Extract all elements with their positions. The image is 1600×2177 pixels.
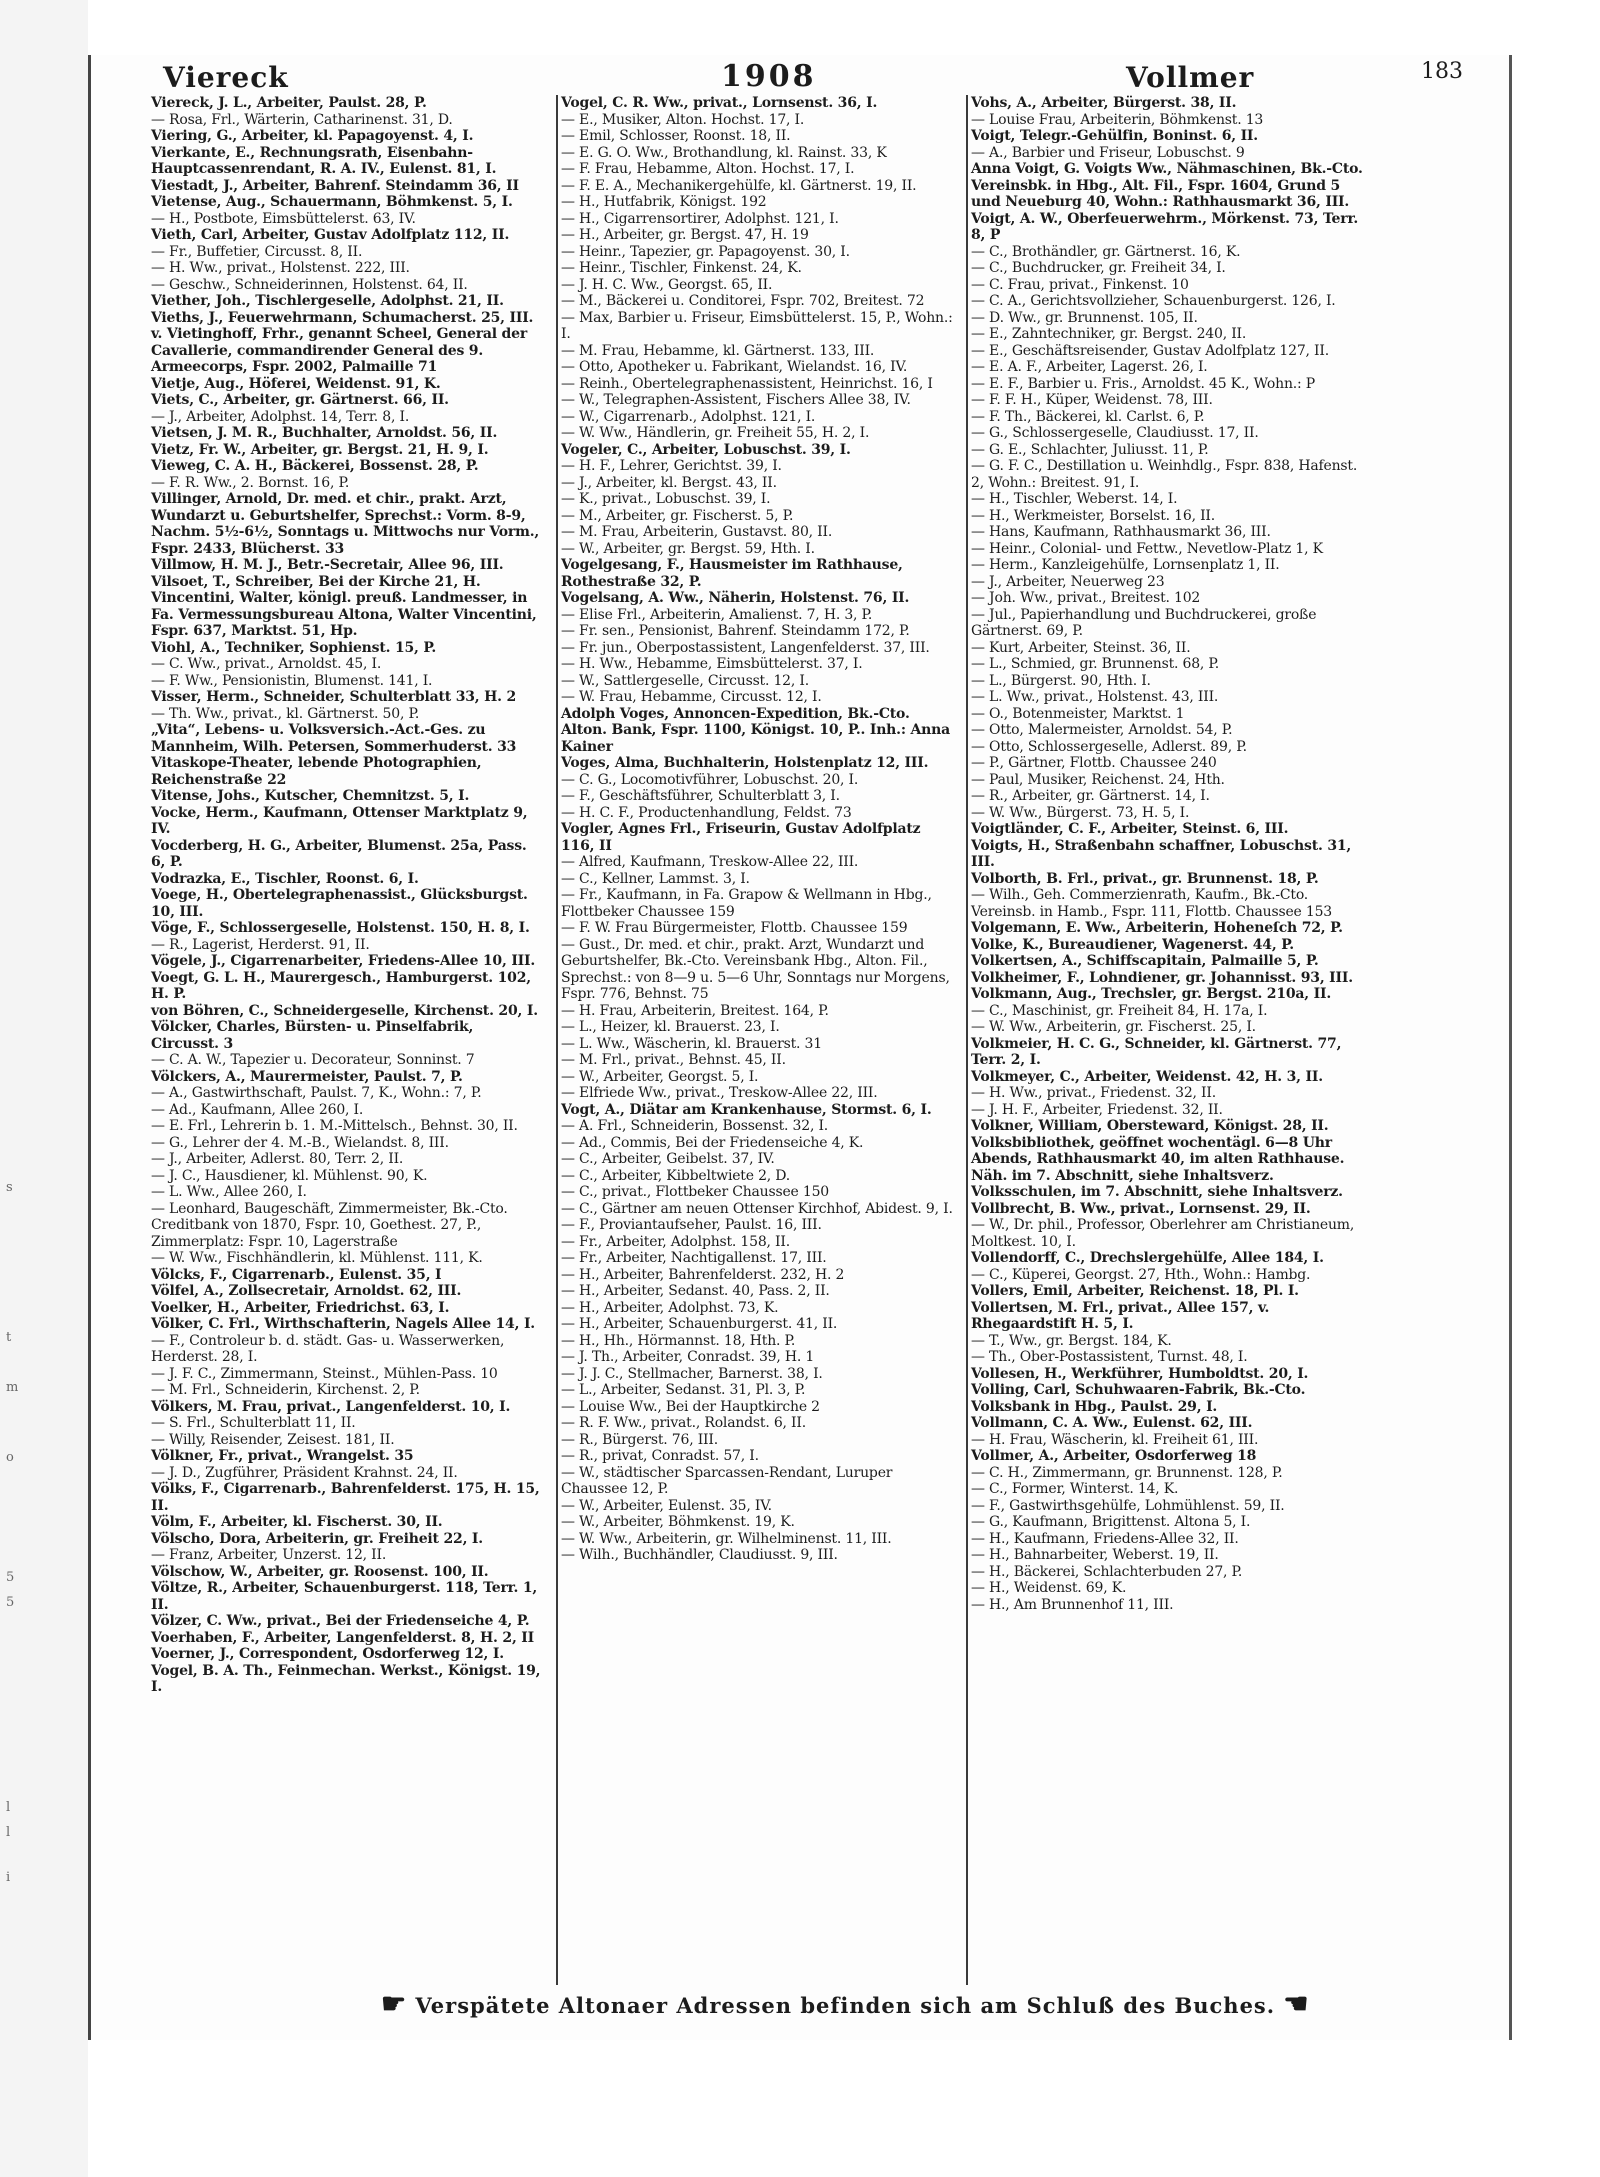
directory-entry: — Heinr., Tischler, Finkenst. 24, K. <box>561 260 802 276</box>
directory-entry: Vogel, C. R. Ww., privat., Lornsenst. 36, I. <box>561 95 878 111</box>
directory-entry: Vodrazka, E., Tischler, Roonst. 6, I. <box>151 870 419 887</box>
header-last-name: Vollmer <box>1126 61 1255 94</box>
directory-entry: Vietsen, J. M. R., Buchhalter, Arnoldst. 56, II. <box>151 425 498 441</box>
directory-entry: — F., Geschäftsführer, Schulterblatt 3, I. <box>561 788 840 804</box>
directory-entry: Vietz, Fr. W., Arbeiter, gr. Bergst. 21, H. 9, I. <box>151 441 489 458</box>
directory-entry: Viets, C., Arbeiter, gr. Gärtnerst. 66, II. <box>151 392 449 408</box>
directory-entry: Vollertsen, M. Frl., privat., Allee 157, v. Rhegaardstift H. 5, I. <box>971 1299 1274 1332</box>
directory-entry: — H., Tischler, Weberst. 14, I. <box>971 491 1178 507</box>
header-year: 1908 <box>721 59 817 94</box>
directory-entry: Volksbibliothek, geöffnet wochentägl. 6—8 Uhr Abends, Rathhausmarkt 40, im alten Rathhause. Näh. im 7. Abschnitt, siehe Inhaltsverz. <box>971 1134 1349 1184</box>
directory-entry: — H., Am Brunnenhof 11, III. <box>971 1596 1174 1613</box>
directory-entry: — Wilh., Buchhändler, Claudiusst. 9, III. <box>561 1547 838 1563</box>
directory-entry: — Fr. sen., Pensionist, Bahrenf. Steindamm 172, P. <box>561 623 910 639</box>
directory-entry: — Jul., Papierhandlung und Buchdruckerei, große Gärtnerst. 69, P. <box>971 606 1321 639</box>
directory-entry: — M. Frl., privat., Behnst. 45, II. <box>561 1052 786 1068</box>
directory-entry: Vietense, Aug., Schauermann, Böhmkenst. 5, I. <box>151 194 513 210</box>
directory-entry: Völks, F., Cigarrenarb., Bahrenfelderst. 175, H. 15, II. <box>151 1481 545 1514</box>
margin-mark: o <box>6 1450 14 1465</box>
directory-entry: — Otto, Malermeister, Arnoldst. 54, P. <box>971 722 1233 738</box>
directory-entry: — M. Frau, Hebamme, kl. Gärtnerst. 133, III. <box>561 342 875 359</box>
directory-entry: — W. Ww., Arbeiterin, gr. Fischerst. 25, I. <box>971 1019 1256 1035</box>
directory-entry: — Heinr., Tapezier, gr. Papagoyenst. 30, I. <box>561 243 850 260</box>
directory-entry: — F. Ww., Pensionistin, Blumenst. 141, I. <box>151 672 433 689</box>
directory-entry: — W. Ww., Arbeiterin, gr. Wilhelminenst. 11, III. <box>561 1530 892 1547</box>
directory-entry: — Fr., Kaufmann, in Fa. Grapow & Wellmann in Hbg., Flottbeker Chaussee 159 <box>561 887 936 920</box>
directory-entry: Vilsoet, T., Schreiber, Bei der Kirche 21, H. <box>151 573 481 590</box>
directory-entry: Völkner, Fr., privat., Wrangelst. 35 <box>151 1448 414 1464</box>
directory-entry: — Fr., Buffetier, Circusst. 8, II. <box>151 243 363 260</box>
directory-entry: Völscho, Dora, Arbeiterin, gr. Freiheit 22, I. <box>151 1530 483 1547</box>
directory-entry: Voelker, H., Arbeiter, Friedrichst. 63, I. <box>151 1299 450 1316</box>
directory-entry: — M., Arbeiter, gr. Fischerst. 5, P. <box>561 507 794 524</box>
directory-entry: — Alfred, Kaufmann, Treskow-Allee 22, III. <box>561 854 859 870</box>
directory-entry: — H., Arbeiter, Schauenburgerst. 41, II. <box>561 1316 838 1332</box>
directory-entry: — Gust., Dr. med. et chir., prakt. Arzt, Wundarzt und Geburtshelfer, Bk.-Cto. Vereinsbank Hbg., Alton. Fil., Sprechst.: von 8—9 u. 5—6 Uhr, Sonntags nur Morgens, Fspr. 776, Behnst. 75 <box>561 936 954 1002</box>
directory-entry: Adolph Voges, Annoncen-Expedition, Bk.-Cto. Alton. Bank, Fspr. 1100, Königst. 10, P.. Inh.: Anna Kainer <box>561 705 955 755</box>
directory-entry: Vogt, A., Diätar am Krankenhause, Stormst. 6, I. <box>561 1101 932 1118</box>
directory-entry: Voerhaben, F., Arbeiter, Langenfelderst. 8, H. 2, II <box>151 1629 534 1646</box>
directory-entry: — Joh. Ww., privat., Breitest. 102 <box>971 590 1201 606</box>
margin-mark: m <box>6 1380 19 1395</box>
directory-entry: Voegt, G. L. H., Maurergesch., Hamburgerst. 102, H. P. <box>151 969 536 1002</box>
directory-entry: Vögele, J., Cigarrenarbeiter, Friedens-Allee 10, III. <box>151 953 536 969</box>
directory-entry: Volkertsen, A., Schiffscapitain, Palmaille 5, P. <box>971 953 1319 969</box>
directory-entry: Volke, K., Bureaudiener, Wagenerst. 44, P. <box>971 936 1294 953</box>
directory-entry: — C., privat., Flottbeker Chaussee 150 <box>561 1184 830 1200</box>
directory-entry: — L. Ww., privat., Holstenst. 43, III. <box>971 689 1219 705</box>
directory-entry: — Geschw., Schneiderinnen, Holstenst. 64, II. <box>151 276 468 293</box>
directory-entry: Voigt, Telegr.-Gehülfin, Boninst. 6, II. <box>971 128 1258 144</box>
directory-entry: — C., Arbeiter, Kibbeltwiete 2, D. <box>561 1167 791 1184</box>
directory-entry: — J. H. F., Arbeiter, Friedenst. 32, II. <box>971 1101 1223 1118</box>
directory-entry: — S. Frl., Schulterblatt 11, II. <box>151 1415 356 1431</box>
directory-entry: — H. Frau, Arbeiterin, Breitest. 164, P. <box>561 1002 829 1019</box>
directory-entry: — R. F. Ww., privat., Rolandst. 6, II. <box>561 1415 806 1431</box>
directory-entry: Viohl, A., Techniker, Sophienst. 15, P. <box>151 639 437 656</box>
directory-entry: — Willy, Reisender, Zeisest. 181, II. <box>151 1431 395 1448</box>
directory-entry: Vogelgesang, F., Hausmeister im Rathhause, Rothestraße 32, P. <box>561 557 908 590</box>
directory-entry: — J., Arbeiter, Neuerweg 23 <box>971 573 1165 590</box>
directory-entry: — Ad., Commis, Bei der Friedenseiche 4, K. <box>561 1134 864 1151</box>
margin-mark: l <box>6 1800 11 1815</box>
directory-entry: — A. Frl., Schneiderin, Bossenst. 32, I. <box>561 1118 829 1134</box>
margin-mark: i <box>6 1870 11 1885</box>
directory-entry: Volkmeier, H. C. G., Schneider, kl. Gärtnerst. 77, Terr. 2, I. <box>971 1035 1346 1068</box>
directory-entry: — P., Gärtner, Flottb. Chaussee 240 <box>971 755 1217 771</box>
directory-entry: — Heinr., Colonial- und Fettw., Nevetlow-Platz 1, K <box>971 540 1323 557</box>
directory-entry: Vollesen, H., Werkführer, Humboldtst. 20, I. <box>971 1365 1309 1382</box>
directory-entry: — Elfriede Ww., privat., Treskow-Allee 22, III. <box>561 1085 878 1101</box>
directory-entry: — W. Frau, Hebamme, Circusst. 12, I. <box>561 689 822 705</box>
directory-entry: — J. F. C., Zimmermann, Steinst., Mühlen-Pass. 10 <box>151 1365 498 1382</box>
margin-mark: 5 <box>6 1595 15 1610</box>
directory-entry: Vöge, F., Schlossergeselle, Holstenst. 150, H. 8, I. <box>151 920 530 936</box>
directory-entry: Voigts, H., Straßenbahn schaffner, Lobuschst. 31, III. <box>971 837 1356 870</box>
directory-entry: — C. H., Zimmermann, gr. Brunnenst. 128, P. <box>971 1464 1283 1481</box>
directory-entry: Völm, F., Arbeiter, kl. Fischerst. 30, II. <box>151 1514 443 1530</box>
directory-entry: — M. Frau, Arbeiterin, Gustavst. 80, II. <box>561 524 833 540</box>
directory-entry: Voerner, J., Correspondent, Osdorferweg 12, I. <box>151 1646 504 1662</box>
directory-entry: Volkmeyer, C., Arbeiter, Weidenst. 42, H. 3, II. <box>971 1068 1323 1085</box>
directory-entry: — H., Werkmeister, Borselst. 16, II. <box>971 507 1216 524</box>
directory-entry: — H. Ww., privat., Friedenst. 32, II. <box>971 1085 1216 1101</box>
directory-entry: — H., Hutfabrik, Königst. 192 <box>561 194 767 210</box>
directory-entry: — J. C., Hausdiener, kl. Mühlenst. 90, K. <box>151 1167 428 1184</box>
directory-entry: — L. Ww., Allee 260, I. <box>151 1184 307 1200</box>
directory-entry: — C. A., Gerichtsvollzieher, Schauenburgerst. 126, I. <box>971 293 1336 309</box>
directory-entry: — F. W. Frau Bürgermeister, Flottb. Chaussee 159 <box>561 920 908 936</box>
directory-entry: Vollendorff, C., Drechslergehülfe, Allee 184, I. <box>971 1250 1324 1266</box>
directory-entry: Volksschulen, im 7. Abschnitt, siehe Inhaltsverz. <box>971 1184 1343 1200</box>
directory-entry: — H., Weidenst. 69, K. <box>971 1580 1127 1596</box>
directory-entry: — G., Lehrer der 4. M.-B., Wielandst. 8, III. <box>151 1134 449 1151</box>
directory-entry: — J. Th., Arbeiter, Conradst. 39, H. 1 <box>561 1349 815 1365</box>
directory-entry: Völkers, M. Frau, privat., Langenfelderst. 10, I. <box>151 1398 511 1415</box>
directory-entry: — Herm., Kanzleigehülfe, Lornsenplatz 1, II. <box>971 557 1280 573</box>
directory-entry: Volkmann, Aug., Trechsler, gr. Bergst. 210a, II. <box>971 986 1332 1002</box>
directory-entry: — W., städtischer Sparcassen-Rendant, Luruper Chaussee 12, P. <box>561 1464 897 1497</box>
directory-entry: — H., Arbeiter, Bahrenfelderst. 232, H. 2 <box>561 1266 845 1283</box>
directory-entry: — F., Controleur b. d. städt. Gas- u. Wasserwerken, Herderst. 28, I. <box>151 1332 509 1365</box>
margin-mark: l <box>6 1825 11 1840</box>
directory-entry: — H. Ww., privat., Holstenst. 222, III. <box>151 260 410 276</box>
directory-entry: — R., Lagerist, Herderst. 91, II. <box>151 936 370 953</box>
directory-entry: — C., Buchdrucker, gr. Freiheit 34, I. <box>971 260 1226 276</box>
directory-entry: Vieweg, C. A. H., Bäckerei, Bossenst. 28, P. <box>151 458 479 474</box>
directory-entry: Vitaskope-Theater, lebende Photographien, Reichenstraße 22 <box>151 755 487 788</box>
directory-entry: — Fr., Arbeiter, Adolphst. 158, II. <box>561 1233 790 1250</box>
directory-entry: — H. Ww., Hebamme, Eimsbüttelerst. 37, I. <box>561 656 863 672</box>
directory-entry: Vieth, Carl, Arbeiter, Gustav Adolfplatz 112, II. <box>151 227 510 243</box>
directory-entry: — Th., Ober-Postassistent, Turnst. 48, I. <box>971 1349 1248 1365</box>
margin-mark: t <box>6 1330 12 1345</box>
directory-entry: — R., Arbeiter, gr. Gärtnerst. 14, I. <box>971 788 1210 804</box>
directory-entry: — H., Bäckerei, Schlachterbuden 27, P. <box>971 1563 1243 1580</box>
directory-entry: — Hans, Kaufmann, Rathhausmarkt 36, III. <box>971 524 1271 540</box>
directory-entry: Vollers, Emil, Arbeiter, Reichenst. 18, Pl. I. <box>971 1283 1299 1299</box>
directory-entry: — O., Botenmeister, Marktst. 1 <box>971 705 1185 722</box>
directory-entry: — H., Hh., Hörmannst. 18, Hth. P. <box>561 1332 796 1349</box>
directory-entry: — R., privat, Conradst. 57, I. <box>561 1448 759 1464</box>
directory-entry: Völcks, F., Cigarrenarb., Eulenst. 35, I <box>151 1266 442 1283</box>
directory-entry: Volgemann, E. Ww., Arbeiterin, Hoheneſch 72, P. <box>971 920 1343 936</box>
directory-entry: — H., Bahnarbeiter, Weberst. 19, II. <box>971 1547 1219 1563</box>
late-addresses-text: Verspätete Altonaer Adressen befinden sich am Schluß des Buches. <box>415 1993 1276 2018</box>
directory-entry: — J. D., Zugführer, Präsident Krahnst. 24, II. <box>151 1464 458 1481</box>
directory-entry: — H., Arbeiter, gr. Bergst. 47, H. 19 <box>561 227 809 243</box>
directory-entry: — F. F. H., Küper, Weidenst. 78, III. <box>971 392 1213 408</box>
directory-entry: Vieths, J., Feuerwehrmann, Schumacherst. 25, III. <box>151 309 534 326</box>
directory-entry: — Leonhard, Baugeschäft, Zimmermeister, Bk.-Cto. Creditbank von 1870, Fspr. 10, Goethest. 27, P., Zimmerplatz: Fspr. 10, Lagerstraße <box>151 1200 512 1250</box>
directory-entry: „Vita“, Lebens- u. Volksversich.-Act.-Ges. zu Mannheim, Wilh. Petersen, Sommerhuderst. 33 <box>151 722 517 755</box>
directory-entry: Viether, Joh., Tischlergeselle, Adolphst. 21, II. <box>151 293 504 309</box>
directory-entry: — A., Barbier und Friseur, Lobuschst. 9 <box>971 144 1245 161</box>
directory-entry: — A., Gastwirthschaft, Paulst. 7, K., Wohn.: 7, P. <box>151 1085 482 1101</box>
directory-entry: — G. E., Schlachter, Juliusst. 11, P. <box>971 441 1209 458</box>
directory-entry: — G., Kaufmann, Brigittenst. Altona 5, I. <box>971 1514 1251 1530</box>
directory-entry: — W. Ww., Fischhändlerin, kl. Mühlenst. 111, K. <box>151 1250 483 1266</box>
directory-entry: von Böhren, C., Schneidergeselle, Kirchenst. 20, I. <box>151 1002 538 1019</box>
directory-entry: — G., Schlossergeselle, Claudiusst. 17, II. <box>971 425 1259 441</box>
directory-entry: Voges, Alma, Buchhalterin, Holstenplatz 12, III. <box>561 755 929 771</box>
directory-entry: Völckers, A., Maurermeister, Paulst. 7, P. <box>151 1068 463 1085</box>
directory-entry: Völzer, C. Ww., privat., Bei der Friedenseiche 4, P. <box>151 1613 530 1629</box>
directory-entry: Vogeler, C., Arbeiter, Lobuschst. 39, I. <box>561 441 851 458</box>
directory-entry: — D. Ww., gr. Brunnenst. 105, II. <box>971 309 1198 326</box>
directory-entry: — W., Arbeiter, Eulenst. 35, IV. <box>561 1497 772 1514</box>
directory-entry: — C. Frau, privat., Finkenst. 10 <box>971 276 1189 293</box>
directory-entry: — Emil, Schlosser, Roonst. 18, II. <box>561 128 791 144</box>
directory-entry: — F., Gastwirthsgehülfe, Lohmühlenst. 59, II. <box>971 1497 1285 1514</box>
directory-entry: — C., Former, Winterst. 14, K. <box>971 1481 1179 1497</box>
directory-entry: — F. R. Ww., 2. Bornst. 16, P. <box>151 474 350 491</box>
directory-entry: Volkheimer, F., Lohndiener, gr. Johannisst. 93, III. <box>971 969 1353 986</box>
directory-entry: v. Vietinghoff, Frhr., genannt Scheel, General der Cavallerie, commandirender General des 9. Armeecorps, Fspr. 2002, Palmaille 71 <box>151 326 532 375</box>
directory-entry: — H. F., Lehrer, Gerichtst. 39, I. <box>561 458 782 474</box>
directory-entry: — C., Arbeiter, Geibelst. 37, IV. <box>561 1151 775 1167</box>
directory-entry: Villmow, H. M. J., Betr.-Secretair, Allee 96, III. <box>151 557 504 573</box>
directory-entry: — E. G. O. Ww., Brothandlung, kl. Rainst. 33, K <box>561 144 887 161</box>
directory-entry: Vollmer, A., Arbeiter, Osdorferweg 18 <box>971 1448 1257 1464</box>
directory-entry: — Reinh., Obertelegraphenassistent, Heinrichst. 16, I <box>561 375 933 392</box>
directory-entry: — E. Frl., Lehrerin b. 1. M.-Mittelsch., Behnst. 30, II. <box>151 1118 518 1134</box>
column-divider <box>966 95 968 1985</box>
directory-entry: — E. F., Barbier u. Fris., Arnoldst. 45 K., Wohn.: P <box>971 375 1315 392</box>
directory-entry: — E., Geschäftsreisender, Gustav Adolfplatz 127, II. <box>971 342 1329 359</box>
directory-entry: Visser, Herm., Schneider, Schulterblatt 33, H. 2 <box>151 689 517 705</box>
directory-entry: Vocderberg, H. G., Arbeiter, Blumenst. 25a, Pass. 6, P. <box>151 837 532 870</box>
directory-entry: — Louise Ww., Bei der Hauptkirche 2 <box>561 1398 820 1415</box>
pointing-hand-icon: ☛ <box>381 1987 408 2020</box>
directory-entry: — L., Bürgerst. 90, Hth. I. <box>971 672 1151 689</box>
address-column-1 <box>151 95 546 1980</box>
directory-entry: — Th. Ww., privat., kl. Gärtnerst. 50, P. <box>151 705 420 722</box>
directory-entry: — C. G., Locomotivführer, Lobuschst. 20, I. <box>561 771 859 788</box>
directory-entry: — J. H. C. Ww., Georgst. 65, II. <box>561 276 773 293</box>
directory-entry: — F. Th., Bäckerei, kl. Carlst. 6, P. <box>971 408 1205 425</box>
directory-entry: Volling, Carl, Schuhwaaren-Fabrik, Bk.-Cto. Volksbank in Hbg., Paulst. 29, I. <box>971 1382 1310 1415</box>
header-first-name: Viereck <box>163 61 289 94</box>
pointing-hand-icon: ☚ <box>1283 1987 1310 2020</box>
directory-entry: — Rosa, Frl., Wärterin, Catharinenst. 31, D. <box>151 111 453 128</box>
directory-entry: — W., Arbeiter, Böhmkenst. 19, K. <box>561 1514 795 1530</box>
address-column-2 <box>561 95 957 1980</box>
directory-entry: Voigtländer, C. F., Arbeiter, Steinst. 6, III. <box>971 821 1289 837</box>
directory-entry: Viereck, J. L., Arbeiter, Paulst. 28, P. <box>151 95 427 111</box>
directory-entry: — H., Arbeiter, Sedanst. 40, Pass. 2, II. <box>561 1283 830 1299</box>
directory-entry: — J., Arbeiter, kl. Bergst. 43, II. <box>561 474 777 491</box>
directory-entry: — J., Arbeiter, Adlerst. 80, Terr. 2, II. <box>151 1151 404 1167</box>
directory-entry: — Max, Barbier u. Friseur, Eimsbüttelerst. 15, P., Wohn.: I. <box>561 309 957 342</box>
directory-entry: — H., Postbote, Eimsbüttelerst. 63, IV. <box>151 210 416 227</box>
directory-entry: Vierkante, E., Rechnungsrath, Eisenbahn-Hauptcassenrendant, R. A. IV., Eulenst. 81, I. <box>151 144 497 177</box>
directory-entry: Völcker, Charles, Bürsten- u. Pinselfabrik, Circusst. 3 <box>151 1019 478 1052</box>
directory-entry: — L., Schmied, gr. Brunnenst. 68, P. <box>971 656 1220 672</box>
directory-entry: — E., Zahntechniker, gr. Bergst. 240, II. <box>971 326 1247 342</box>
directory-entry: Vogelsang, A. Ww., Näherin, Holstenst. 76, II. <box>561 590 910 606</box>
directory-entry: Völker, C. Frl., Wirthschafterin, Nagels Allee 14, I. <box>151 1316 535 1332</box>
directory-entry: — C. A. W., Tapezier u. Decorateur, Sonninst. 7 <box>151 1052 475 1068</box>
directory-entry: — F. E. A., Mechanikergehülfe, kl. Gärtnerst. 19, II. <box>561 177 917 194</box>
directory-entry: — W., Arbeiter, gr. Bergst. 59, Hth. I. <box>561 540 815 557</box>
directory-entry: Vietje, Aug., Höferei, Weidenst. 91, K. <box>151 375 441 392</box>
directory-entry: Volborth, B. Frl., privat., gr. Brunnenst. 18, P. <box>971 870 1319 887</box>
directory-entry: Vitense, Johs., Kutscher, Chemnitzst. 5, I. <box>151 788 470 804</box>
margin-mark: 5 <box>6 1570 15 1585</box>
directory-entry: — C., Küperei, Georgst. 27, Hth., Wohn.: Hambg. <box>971 1266 1311 1283</box>
directory-entry: Vocke, Herm., Kaufmann, Ottenser Marktplatz 9, IV. <box>151 804 533 837</box>
directory-entry: Vogel, B. A. Th., Feinmechan. Werkst., Königst. 19, I. <box>151 1662 546 1695</box>
directory-entry: — R., Bürgerst. 76, III. <box>561 1431 718 1448</box>
directory-entry: Völfel, A., Zollsecretair, Arnoldst. 62, III. <box>151 1283 462 1299</box>
directory-entry: — H., Kaufmann, Friedens-Allee 32, II. <box>971 1530 1239 1547</box>
directory-entry: — L. Ww., Wäscherin, kl. Brauerst. 31 <box>561 1035 822 1052</box>
directory-page <box>88 55 1512 2040</box>
directory-entry: Vincentini, Walter, königl. preuß. Landmesser, in Fa. Vermessungsbureau Altona, Walter Vincentini, Fspr. 637, Marktst. 51, Hp. <box>151 590 542 639</box>
directory-entry: — H., Arbeiter, Adolphst. 73, K. <box>561 1299 779 1316</box>
directory-entry: — Otto, Schlossergeselle, Adlerst. 89, P. <box>971 738 1247 755</box>
directory-entry: — W., Telegraphen-Assistent, Fischers Allee 38, IV. <box>561 392 911 408</box>
page-number: 183 <box>1421 59 1463 84</box>
directory-entry: — Elise Frl., Arbeiterin, Amalienst. 7, H. 3, P. <box>561 606 873 623</box>
directory-entry: — Ad., Kaufmann, Allee 260, I. <box>151 1101 364 1118</box>
directory-entry: Voigt, A. W., Oberfeuerwehrm., Mörkenst. 73, Terr. 8, P <box>971 210 1363 243</box>
directory-entry: — H., Cigarrensortirer, Adolphst. 121, I. <box>561 210 839 227</box>
margin-mark: s <box>6 1180 13 1195</box>
directory-entry: — H. C. F., Productenhandlung, Feldst. 73 <box>561 804 852 821</box>
directory-entry: — E. A. F., Arbeiter, Lagerst. 26, I. <box>971 359 1208 375</box>
directory-entry: — W., Arbeiter, Georgst. 5, I. <box>561 1068 759 1085</box>
directory-entry: Völschow, W., Arbeiter, gr. Roosenst. 100, II. <box>151 1563 489 1580</box>
column-divider <box>556 95 558 1985</box>
directory-entry: Villinger, Arnold, Dr. med. et chir., prakt. Arzt, Wundarzt u. Geburtshelfer, Sprechst.: Vorm. 8-9, Nachm. 5½-6½, Sonntags u. Mittwochs nur Vorm., Fspr. 2433, Blücherst. 33 <box>151 491 544 557</box>
directory-entry: — C., Gärtner am neuen Ottenser Kirchhof, Abidest. 9, I. <box>561 1200 953 1217</box>
directory-entry: — J. J. C., Stellmacher, Barnerst. 38, I. <box>561 1365 823 1382</box>
directory-entry: — L., Heizer, kl. Brauerst. 23, I. <box>561 1019 780 1035</box>
directory-entry: Voege, H., Obertelegraphenassist., Glücksburgst. 10, III. <box>151 887 533 920</box>
directory-entry: — C. Ww., privat., Arnoldst. 45, I. <box>151 656 382 672</box>
directory-entry: — W., Sattlergeselle, Circusst. 12, I. <box>561 672 809 689</box>
directory-entry: Anna Voigt, G. Voigts Ww., Nähmaschinen, Bk.-Cto. Vereinsbk. in Hbg., Alt. Fil., Fspr. 1604, Grund 5 und Neueburg 40, Wohn.: Rathhausmarkt 36, III. <box>971 161 1368 210</box>
directory-entry: Vollbrecht, B. Ww., privat., Lornsenst. 29, II. <box>971 1200 1311 1217</box>
directory-entry: — K., privat., Lobuschst. 39, I. <box>561 491 771 507</box>
directory-entry: Völtze, R., Arbeiter, Schauenburgerst. 118, Terr. 1, II. <box>151 1580 542 1613</box>
directory-entry: — G. F. C., Destillation u. Weinhdlg., Fspr. 838, Hafenst. 2, Wohn.: Breitest. 91, I. <box>971 458 1362 491</box>
directory-entry: — M. Frl., Schneiderin, Kirchenst. 2, P. <box>151 1382 420 1398</box>
directory-entry: — W., Cigarrenarb., Adolphst. 121, I. <box>561 408 816 425</box>
directory-entry: — C., Maschinist, gr. Freiheit 84, H. 17a, I. <box>971 1002 1268 1019</box>
directory-entry: Vogler, Agnes Frl., Friseurin, Gustav Adolfplatz 116, II <box>561 821 926 854</box>
directory-entry: — W. Ww., Bürgerst. 73, H. 5, I. <box>971 804 1190 821</box>
page-header <box>91 55 1509 97</box>
late-addresses-note <box>381 1987 1310 2020</box>
directory-entry: — L., Arbeiter, Sedanst. 31, Pl. 3, P. <box>561 1382 806 1398</box>
directory-entry: Viering, G., Arbeiter, kl. Papagoyenst. 4, I. <box>151 128 474 144</box>
directory-entry: — Louise Frau, Arbeiterin, Böhmkenst. 13 <box>971 111 1264 128</box>
address-column-3 <box>971 95 1368 1980</box>
directory-entry: — M., Bäckerei u. Conditorei, Fspr. 702, Breitest. 72 <box>561 293 925 309</box>
directory-entry: Vollmann, C. A. Ww., Eulenst. 62, III. <box>971 1415 1253 1431</box>
directory-entry: Volkner, William, Obersteward, Königst. 28, II. <box>971 1118 1329 1134</box>
directory-entry: — C., Brothändler, gr. Gärtnerst. 16, K. <box>971 243 1241 260</box>
directory-entry: — Franz, Arbeiter, Unzerst. 12, II. <box>151 1547 387 1563</box>
directory-entry: — Fr., Arbeiter, Nachtigallenst. 17, III. <box>561 1250 827 1266</box>
directory-entry: — T., Ww., gr. Bergst. 184, K. <box>971 1332 1172 1349</box>
directory-entry: — Otto, Apotheker u. Fabrikant, Wielandst. 16, IV. <box>561 359 908 375</box>
directory-entry: — Wilh., Geh. Commerzienrath, Kaufm., Bk.-Cto. Vereinsb. in Hamb., Fspr. 111, Flottb. Chaussee 153 <box>971 887 1332 920</box>
directory-entry: Vohs, A., Arbeiter, Bürgerst. 38, II. <box>971 95 1237 111</box>
directory-entry: Viestadt, J., Arbeiter, Bahrenf. Steindamm 36, II <box>151 177 519 194</box>
directory-entry: — J., Arbeiter, Adolphst. 14, Terr. 8, I. <box>151 408 410 425</box>
directory-entry: — W. Ww., Händlerin, gr. Freiheit 55, H. 2, I. <box>561 425 870 441</box>
directory-entry: — F. Frau, Hebamme, Alton. Hochst. 17, I. <box>561 161 855 177</box>
directory-entry: — F., Proviantaufseher, Paulst. 16, III. <box>561 1217 822 1233</box>
directory-entry: — H. Frau, Wäscherin, kl. Freiheit 61, III. <box>971 1431 1259 1448</box>
directory-entry: — Kurt, Arbeiter, Steinst. 36, II. <box>971 639 1191 656</box>
directory-entry: — E., Musiker, Alton. Hochst. 17, I. <box>561 111 805 128</box>
directory-entry: — Paul, Musiker, Reichenst. 24, Hth. <box>971 771 1225 788</box>
directory-entry: — Fr. jun., Oberpostassistent, Langenfelderst. 37, III. <box>561 639 930 656</box>
directory-entry: — W., Dr. phil., Professor, Oberlehrer am Christianeum, Moltkest. 10, I. <box>971 1217 1359 1250</box>
directory-entry: — C., Kellner, Lammst. 3, I. <box>561 870 750 887</box>
scan-edge-strip <box>0 0 88 2177</box>
